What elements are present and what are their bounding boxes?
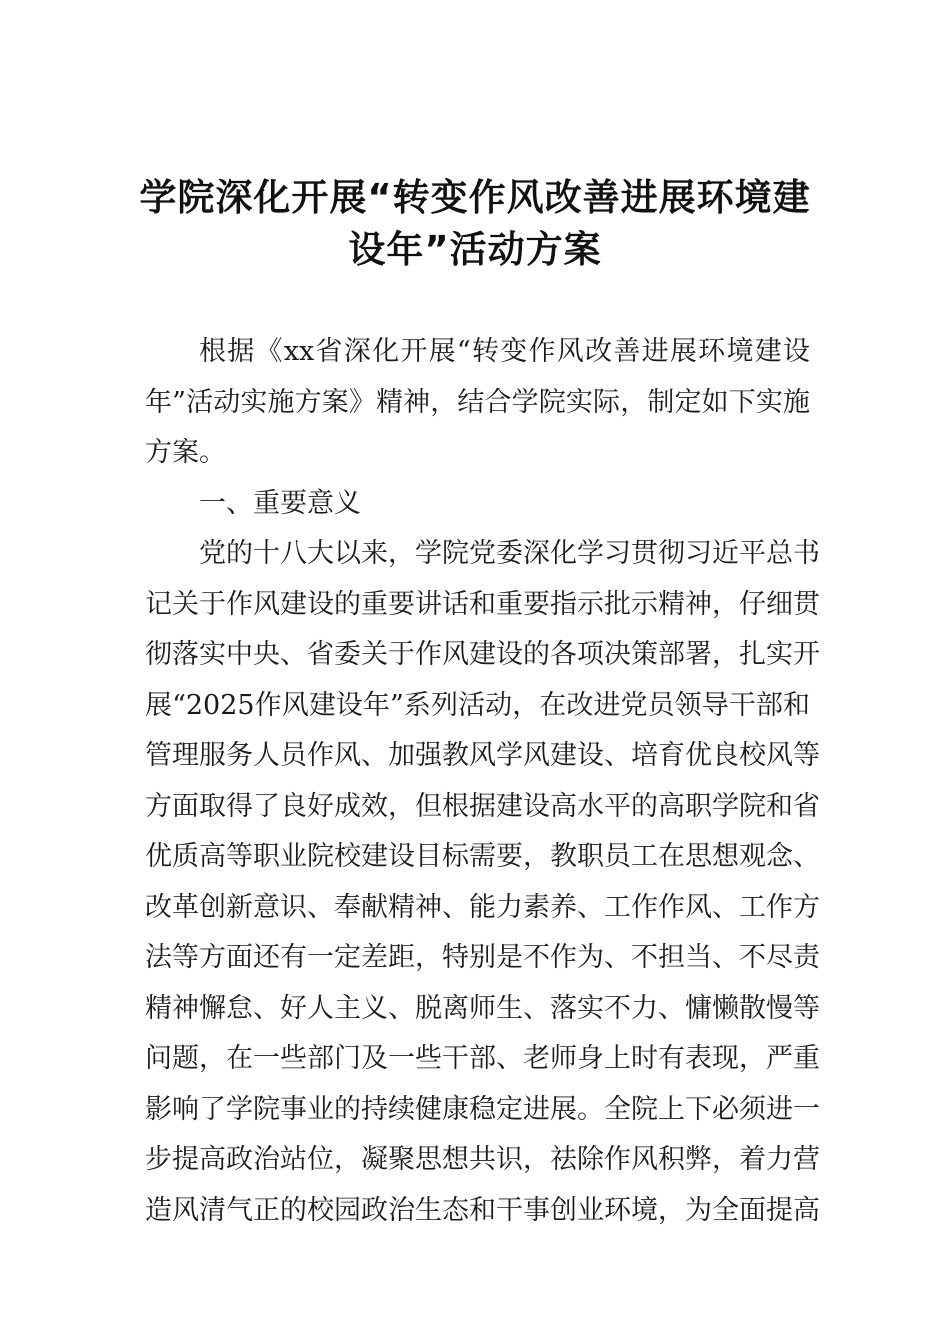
paragraph-line: 影响了学院事业的持续健康稳定进展。全院上下必须进一	[145, 1093, 820, 1125]
section-paragraph	[145, 529, 820, 1236]
section-heading: 一、重要意义	[199, 487, 361, 519]
paragraph-line: 方面取得了良好成效，但根据建设高水平的高职学院和省	[145, 790, 820, 822]
paragraph-line: 改革创新意识、奉献精神、能力素养、工作作风、工作方	[145, 891, 820, 923]
title-line: 设年”活动方案	[348, 228, 602, 271]
intro-paragraph	[145, 327, 810, 479]
title-line: 学院深化开展“转变作风改善进展环境建	[139, 176, 811, 219]
paragraph-line: 党的十八大以来，学院党委深化学习贯彻习近平总书	[199, 538, 820, 569]
document-title	[120, 172, 830, 276]
paragraph-line: 方案。	[145, 437, 226, 468]
paragraph-line: 精神懈怠、好人主义、脱离师生、落实不力、慵懒散慢等	[145, 992, 820, 1024]
paragraph-line: 优质高等职业院校建设目标需要，教职员工在思想观念、	[145, 841, 820, 872]
paragraph-line: 记关于作风建设的重要讲话和重要指示批示精神，仔细贯	[145, 588, 820, 620]
paragraph-line: 根据《xx省深化开展“转变作风改善进展环境建设	[199, 336, 810, 367]
paragraph-line: 管理服务人员作风、加强教风学风建设、培育优良校风等	[145, 740, 820, 771]
paragraph-line: 问题，在一些部门及一些干部、老师身上时有表现，严重	[145, 1043, 820, 1074]
paragraph-line: 展“2025作风建设年”系列活动，在改进党员领导干部和	[145, 689, 810, 721]
document-body	[145, 327, 820, 1236]
paragraph-line: 造风清气正的校园政治生态和干事创业环境，为全面提高	[145, 1194, 820, 1226]
paragraph-line: 步提高政治站位，凝聚思想共识，祛除作风积弊，着力营	[145, 1144, 820, 1175]
paragraph-line: 年”活动实施方案》精神，结合学院实际，制定如下实施	[145, 386, 810, 418]
paragraph-line: 法等方面还有一定差距，特别是不作为、不担当、不尽责	[145, 942, 820, 973]
paragraph-line: 彻落实中央、省委关于作风建设的各项决策部署，扎实开	[145, 639, 820, 670]
